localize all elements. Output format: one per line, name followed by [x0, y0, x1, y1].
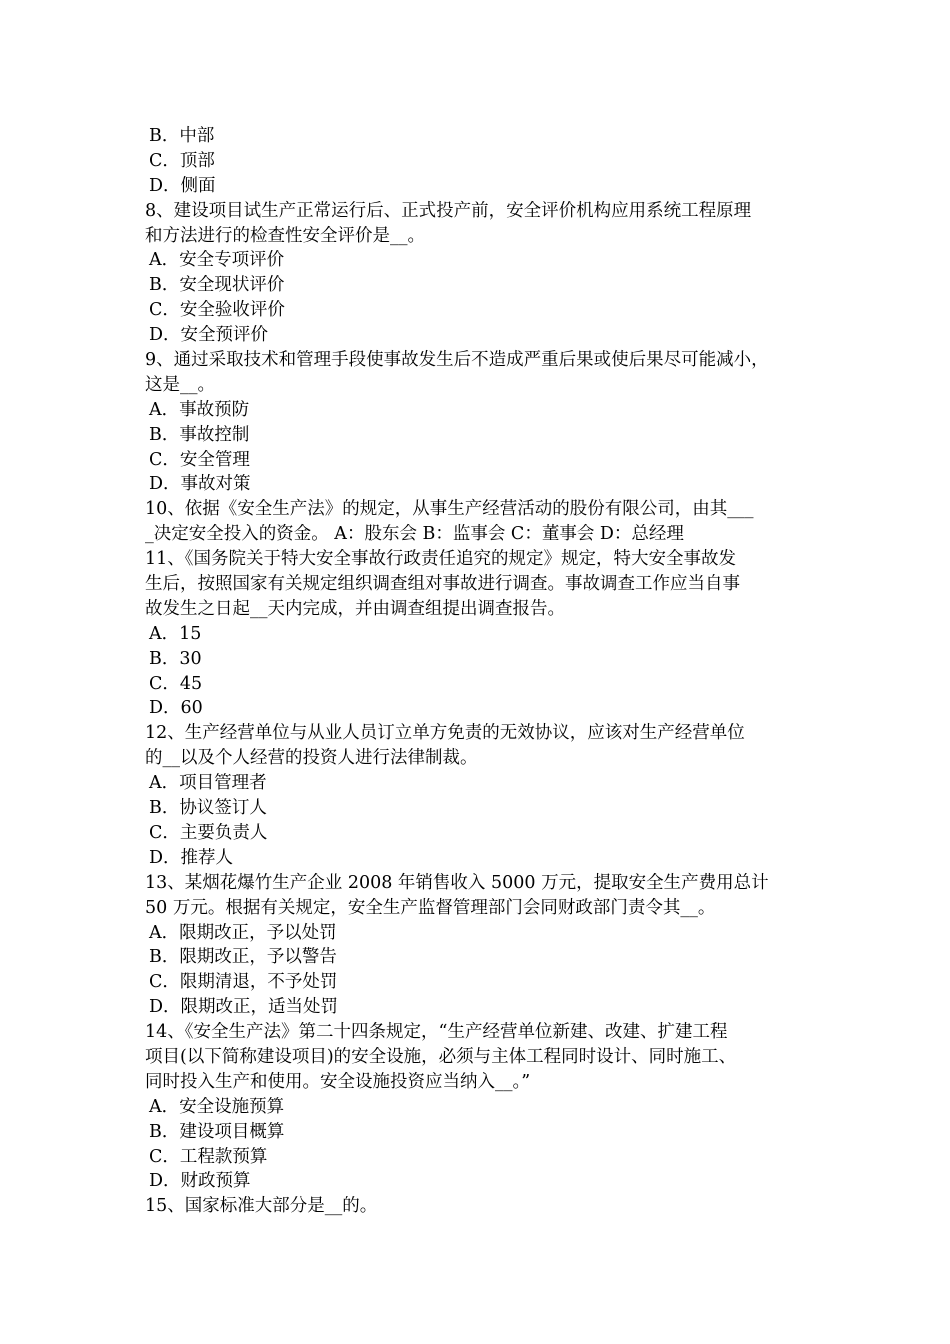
question-11-option-c: C．45 [149, 673, 203, 694]
question-14-option-d: D．财政预算 [149, 1171, 251, 1192]
question-11-line-1: 11、《国务院关于特大安全事故行政责任追究的规定》规定，特大安全事故发 [145, 549, 737, 570]
question-8-option-b: B．安全现状评价 [149, 275, 285, 296]
question-12-option-a: A．项目管理者 [149, 773, 267, 794]
question-13-line-2: 50 万元。根据有关规定，安全生产监督管理部门会同财政部门责令其__。 [145, 897, 716, 918]
question-14-line-1: 14、《安全生产法》第二十四条规定，“生产经营单位新建、改建、扩建工程 [145, 1022, 728, 1043]
option-8-prev-c: C．顶部 [149, 150, 215, 171]
option-8-prev-d: D．侧面 [149, 175, 216, 196]
document-body [145, 124, 815, 1219]
question-12-option-b: B．协议签订人 [149, 798, 267, 819]
question-9-option-b: B．事故控制 [149, 424, 250, 445]
question-12-option-d: D．推荐人 [149, 847, 234, 868]
question-8-line-1: 8、建设项目试生产正常运行后、正式投产前，安全评价机构应用系统工程原理 [145, 200, 752, 221]
question-11-option-d: D．60 [149, 698, 203, 719]
question-13-option-d: D．限期改正，适当处罚 [149, 997, 339, 1018]
question-11-option-a: A．15 [149, 623, 202, 644]
question-14-option-c: C．工程款预算 [149, 1146, 268, 1167]
question-13-option-a: A．限期改正，予以处罚 [149, 922, 337, 943]
question-13-option-c: C．限期清退，不予处罚 [149, 972, 338, 993]
question-9-option-c: C．安全管理 [149, 449, 250, 470]
question-13-line-1: 13、某烟花爆竹生产企业 2008 年销售收入 5000 万元，提取安全生产费用总计 [145, 872, 769, 893]
question-11-line-3: 故发生之日起__天内完成，并由调查组提出调查报告。 [145, 598, 565, 619]
question-15-line-1: 15、国家标准大部分是__的。 [145, 1196, 378, 1217]
question-10-line-2: _决定安全投入的资金。 A：股东会 B：监事会 C：董事会 D：总经理 [145, 524, 684, 545]
question-9-line-2: 这是__。 [145, 374, 215, 395]
question-9-option-a: A．事故预防 [149, 399, 250, 420]
question-11-option-b: B．30 [149, 648, 202, 669]
question-9-option-d: D．事故对策 [149, 474, 251, 495]
question-14-option-b: B．建设项目概算 [149, 1121, 285, 1142]
question-8-option-d: D．安全预评价 [149, 325, 269, 346]
question-13-option-b: B．限期改正，予以警告 [149, 947, 337, 968]
question-8-line-2: 和方法进行的检查性安全评价是__。 [145, 225, 425, 246]
question-12-line-2: 的__以及个人经营的投资人进行法律制裁。 [145, 748, 478, 769]
question-8-option-a: A．安全专项评价 [149, 250, 285, 271]
question-9-line-1: 9、通过采取技术和管理手段使事故发生后不造成严重后果或使后果尽可能减小， [145, 350, 769, 371]
question-11-line-2: 生后，按照国家有关规定组织调查组对事故进行调查。事故调查工作应当自事 [145, 574, 740, 595]
question-8-option-c: C．安全验收评价 [149, 300, 285, 321]
question-12-option-c: C．主要负责人 [149, 822, 268, 843]
question-10-line-1: 10、依据《安全生产法》的规定，从事生产经营活动的股份有限公司，由其___ [145, 499, 754, 520]
question-14-line-3: 同时投入生产和使用。安全设施投资应当纳入__。” [145, 1071, 531, 1092]
question-14-option-a: A．安全设施预算 [149, 1096, 285, 1117]
option-8-prev-b: B．中部 [149, 126, 215, 146]
question-14-line-2: 项目(以下简称建设项目)的安全设施，必须与主体工程同时设计、同时施工、 [145, 1046, 737, 1067]
question-12-line-1: 12、生产经营单位与从业人员订立单方免责的无效协议，应该对生产经营单位 [145, 723, 745, 744]
